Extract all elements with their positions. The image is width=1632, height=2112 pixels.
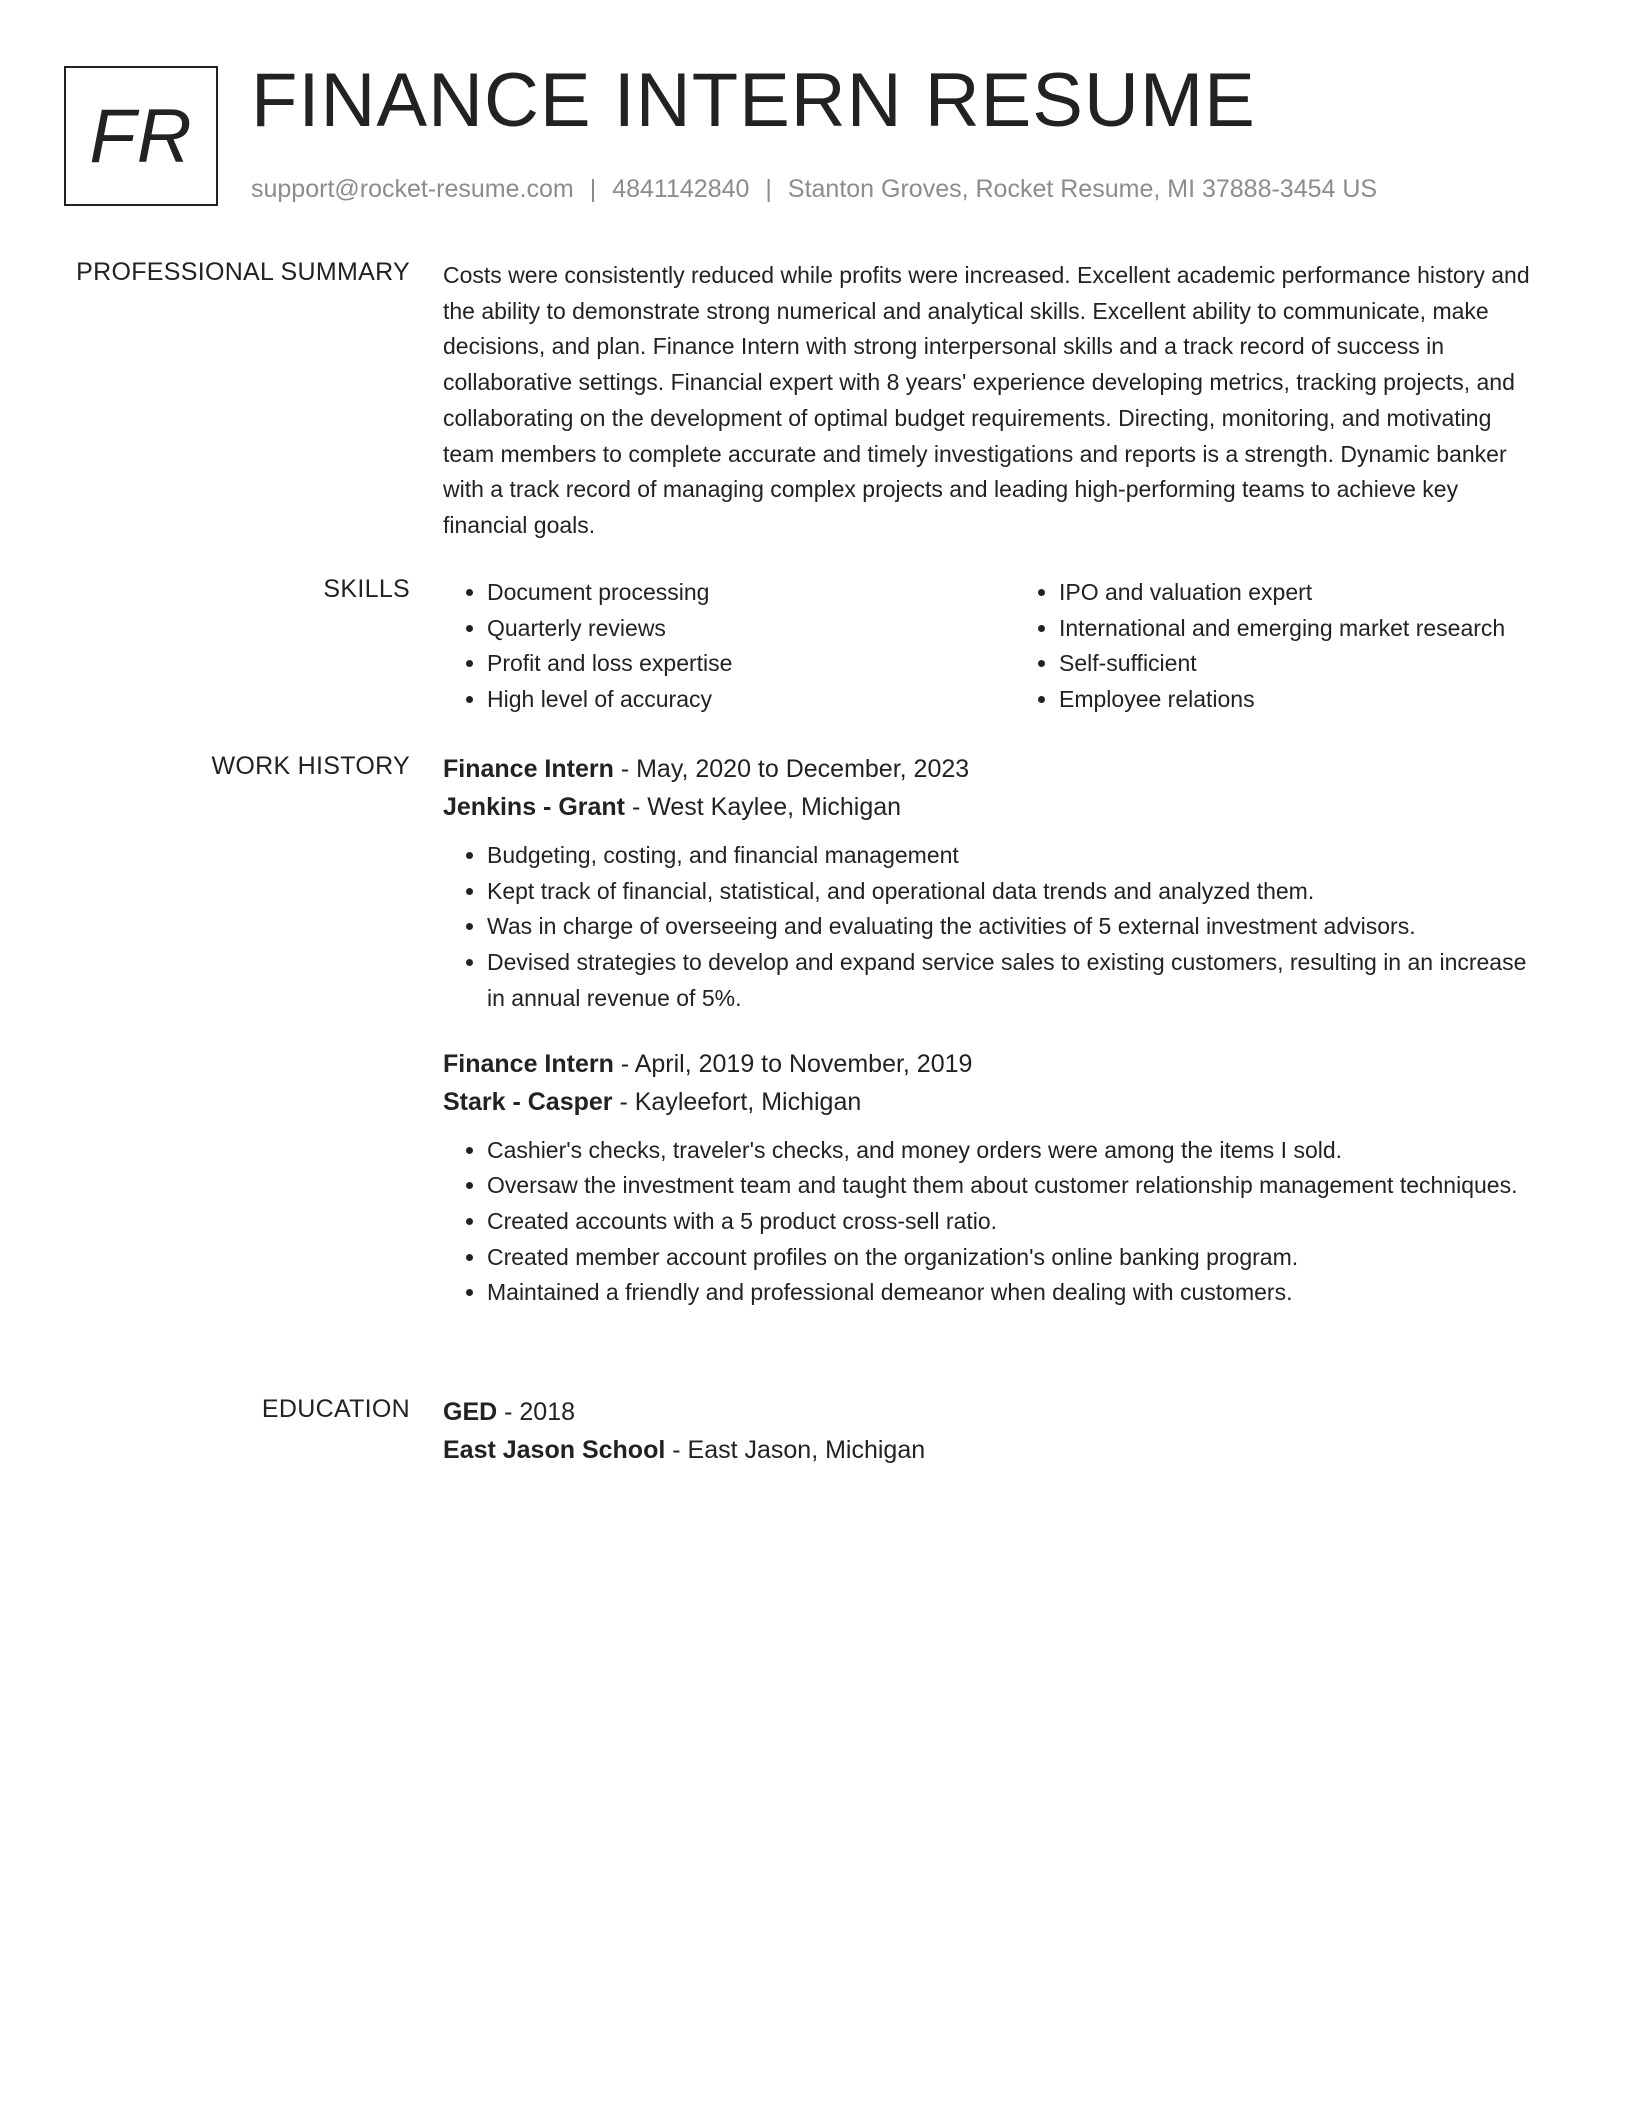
contact-separator: | — [765, 175, 772, 203]
work-history-heading: WORK HISTORY — [211, 752, 410, 780]
skill-item: • Quarterly reviews — [487, 611, 971, 647]
skill-item: • Employee relations — [1059, 682, 1543, 718]
job-duty-item: • Oversaw the investment team and taught them about customer relationship management techniques. — [487, 1168, 1543, 1204]
job-dates: - May, 2020 to December, 2023 — [613, 755, 970, 783]
summary-body — [443, 258, 1543, 544]
job-duty-item: • Budgeting, costing, and financial management — [487, 838, 1543, 874]
job-title-line — [443, 1045, 1543, 1083]
education-body — [443, 1393, 1543, 1469]
skill-item: • Self-sufficient — [1059, 646, 1543, 682]
job-duty-item: • Created accounts with a 5 product cross-sell ratio. — [487, 1204, 1543, 1240]
job-company: Jenkins - Grant — [443, 793, 625, 821]
skills-list-right — [1015, 575, 1543, 718]
skill-item: • IPO and valuation expert — [1059, 575, 1543, 611]
job-company: Stark - Casper — [443, 1087, 613, 1116]
contact-address: Stanton Groves, Rocket Resume, MI 37888-3454 US — [787, 175, 1378, 203]
job-duty-item: • Created member account profiles on the organization's online banking program. — [487, 1240, 1543, 1276]
contact-line — [251, 174, 1377, 204]
job-duty-item: • Kept track of financial, statistical, and operational data trends and analyzed them. — [487, 874, 1543, 910]
job-duty-item: • Devised strategies to develop and expand service sales to existing customers, resulting in an increase in annual revenue of 5%. — [487, 945, 1543, 1016]
skills-heading: SKILLS — [323, 575, 410, 603]
education-degree-line — [443, 1393, 1543, 1431]
job-entry — [443, 750, 1543, 1017]
job-location: - Kayleefort, Michigan — [612, 1087, 862, 1116]
summary-heading: PROFESSIONAL SUMMARY — [76, 258, 410, 286]
skills-grid — [443, 575, 1543, 718]
education-school: East Jason School — [443, 1436, 666, 1464]
skills-list-left — [443, 575, 971, 718]
job-location: - West Kaylee, Michigan — [625, 793, 902, 821]
job-title-line — [443, 750, 1543, 788]
job-company-line — [443, 1083, 1543, 1121]
education-school-line — [443, 1431, 1543, 1469]
education-heading: EDUCATION — [261, 1395, 410, 1423]
resume-title: FINANCE INTERN RESUME — [251, 58, 1256, 143]
skills-body — [443, 575, 1543, 718]
contact-separator: | — [589, 175, 597, 203]
job-entry — [443, 1045, 1543, 1312]
education-year: - 2018 — [497, 1398, 576, 1426]
skill-item: • High level of accuracy — [487, 682, 971, 718]
job-duty-item: • Cashier's checks, traveler's checks, and money orders were among the items I sold. — [487, 1133, 1543, 1169]
job-duty-item: • Was in charge of overseeing and evaluating the activities of 5 external investment advisors. — [487, 909, 1543, 945]
contact-phone: 4841142840 — [612, 175, 750, 203]
work-history-body — [443, 750, 1543, 1311]
education-location: - East Jason, Michigan — [665, 1436, 926, 1464]
skill-item: • Profit and loss expertise — [487, 646, 971, 682]
contact-email: support@rocket-resume.com — [251, 175, 574, 203]
job-title: Finance Intern — [443, 1049, 614, 1078]
job-duties-list — [443, 1133, 1543, 1312]
job-duty-item: • Maintained a friendly and professional demeanor when dealing with customers. — [487, 1275, 1543, 1311]
skill-item: • International and emerging market research — [1059, 611, 1543, 647]
job-dates: - April, 2019 to November, 2019 — [613, 1049, 973, 1078]
job-company-line — [443, 788, 1543, 826]
skill-item: • Document processing — [487, 575, 971, 611]
job-title: Finance Intern — [443, 755, 614, 783]
education-degree: GED — [443, 1398, 498, 1426]
monogram-badge: FR — [64, 66, 218, 206]
summary-text: Costs were consistently reduced while profits were increased. Excellent academic performance history and the ability to demonstrate strong numerical and analytical skills. Excellent ability to communicate, make decisions, and plan. Finance Intern with strong interpersonal skills and a track record of success in collaborative settings. Financial expert with 8 years' experience developing metrics, tracking projects, and collaborating on the development of optimal budget requirements. Directing, monitoring, and motivating team members to complete accurate and timely investigations and reports is a strength. Dynamic banker with a track record of managing complex projects and leading high-performing teams to achieve key financial goals. — [443, 262, 1530, 538]
job-duties-list — [443, 838, 1543, 1017]
